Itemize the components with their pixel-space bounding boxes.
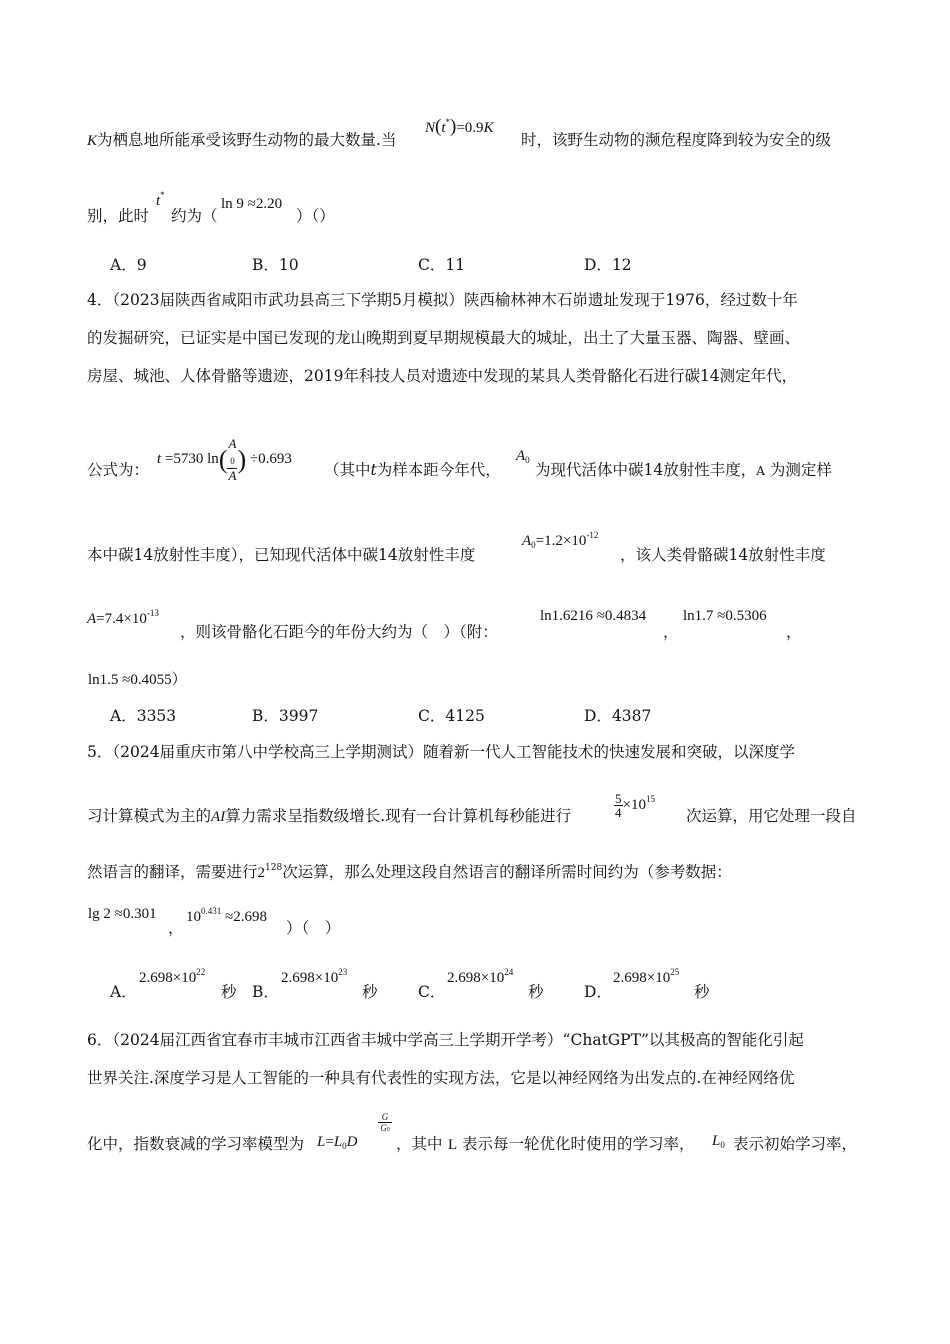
q4-formula: t =5730 ln( A $_0$ A ) ÷0.693	[157, 436, 292, 483]
q4-option-a[interactable]: A．3353	[110, 707, 177, 725]
q4-line5-b: ，该人类骨骼碳14放射性丰度	[620, 546, 826, 564]
q3-line2-c: ）（）	[296, 207, 335, 225]
q5-option-c-label[interactable]: C．	[418, 983, 446, 1001]
q4-line4: （其中t为样本距今年代，	[324, 461, 501, 479]
q3-line2: 别，此时	[87, 207, 150, 225]
q5-option-b-label[interactable]: B．	[252, 983, 279, 1001]
q4-A0-symbol: $A_0$	[516, 448, 530, 465]
q4-option-d[interactable]: D．4387	[584, 707, 652, 725]
q4-formula-label: 公式为：	[87, 461, 150, 479]
q6-line3-b: ，其中	[396, 1135, 443, 1153]
q5-option-c-value[interactable]: $2.698\times 10^{24}$	[447, 967, 514, 986]
q5-option-b-value[interactable]: $2.698\times 10^{23}$	[281, 967, 348, 986]
q4-line3: 房屋、城池、人体骨骼等遗迹，2019年科技人员对遗迹中发现的某具人类骨骼化石进行碳14测定年代，	[87, 367, 798, 385]
q6-line3-d: 表示初始学习率，	[733, 1135, 858, 1153]
q6-exponent: G G0	[378, 1112, 392, 1135]
q6-L-symbol: L	[448, 1137, 458, 1153]
q4-comma2: ，	[786, 623, 802, 641]
q3-condition-formula: N(t*)=0.9K	[425, 116, 494, 137]
q4-given-A: $A=7.4\times 10^{-13}$	[87, 608, 159, 627]
q6-model-formula: $L=L_0D$	[317, 1134, 358, 1151]
q5-option-c-unit: 秒	[528, 983, 544, 1001]
t-star-symbol: t*	[156, 190, 165, 209]
q5-line3: 然语言的翻译，需要进行$2^{128}$次运算，那么处理这段自然语言的翻译所需时间约为（参考数据：	[87, 863, 732, 881]
q4-line4-c: 为现代活体中碳14放射性丰度，A 为测定样	[535, 461, 832, 479]
q4-line6: ，则该骨骼化石距今的年份大约为（ ）（附：	[180, 623, 498, 641]
q4-ref3: ln1.5 ≈0.4055）	[88, 672, 187, 688]
q5-option-a-unit: 秒	[221, 983, 237, 1001]
q5-option-d-value[interactable]: $2.698\times 10^{25}$	[613, 967, 680, 986]
q5-ref-comma: ，	[168, 919, 184, 937]
q5-line2: 习计算模式为主的AI算力需求呈指数级增长.现有一台计算机每秒能进行	[87, 807, 572, 825]
q4-given-A0: $A_0=1.2\times 10^{-12}$	[522, 530, 599, 550]
q5-line1: 5．（2024届重庆市第八中学校高三上学期测试）随着新一代人工智能技术的快速发展和突破，以深度学	[87, 743, 796, 761]
q3-option-b[interactable]: B．10	[252, 256, 299, 274]
q3-option-d[interactable]: D．12	[584, 256, 632, 274]
q4-line5: 本中碳14放射性丰度），已知现代活体中碳14放射性丰度	[87, 546, 476, 564]
q5-ref2: $10^{0.431} \approx 2.698$	[186, 906, 267, 925]
q3-option-a[interactable]: A．9	[110, 256, 147, 274]
q5-rate-formula: $\frac{5}{4}$ $\times 10^{15}$	[615, 791, 655, 820]
q4-ref2: ln1.7 ≈0.5306	[683, 608, 767, 624]
q5-line2-c: 次运算，用它处理一段自	[686, 807, 857, 825]
q5-option-a-value[interactable]: $2.698\times 10^{22}$	[139, 967, 206, 986]
q6-line2: 世界关注.深度学习是人工智能的一种具有代表性的实现方法，它是以神经网络为出发点的.在神经网络优	[87, 1069, 795, 1087]
q6-line3-c: 表示每一轮优化时使用的学习率，	[462, 1135, 695, 1153]
q4-line2: 的发掘研究，已证实是中国已发现的龙山晚期到夏早期规模最大的城址，出土了大量玉器、陶器、壁画、	[87, 329, 801, 347]
q3-option-c[interactable]: C．11	[418, 256, 466, 274]
q3-hint: ln 9 ≈2.20	[221, 196, 283, 212]
q4-comma1: ，	[663, 623, 679, 641]
q3-line1: K为栖息地所能承受该野生动物的最大数量.当	[87, 131, 397, 149]
q5-option-a-label[interactable]: A．	[110, 983, 137, 1001]
q5-option-d-label[interactable]: D．	[584, 983, 612, 1001]
q3-line1-post: 时，该野生动物的濒危程度降到较为安全的级	[521, 131, 832, 149]
q5-option-b-unit: 秒	[362, 983, 378, 1001]
q5-ref-close: ）（ ）	[286, 919, 341, 937]
q4-option-b[interactable]: B．3997	[252, 707, 319, 725]
q4-line1: 4．（2023届陕西省咸阳市武功县高三下学期5月模拟）陕西榆林神木石峁遗址发现于1976，经过数十年	[87, 291, 798, 309]
q5-ref1: lg 2 ≈0.301	[88, 906, 157, 922]
q6-L0-symbol: $L_0$	[712, 1133, 725, 1150]
q4-ref1: ln1.6216 ≈0.4834	[540, 608, 647, 624]
q3-line2-b: 约为（	[171, 207, 218, 225]
q6-line3: 化中，指数衰减的学习率模型为	[87, 1135, 305, 1153]
q4-option-c[interactable]: C．4125	[418, 707, 485, 725]
q5-option-d-unit: 秒	[694, 983, 710, 1001]
q6-line1: 6．（2024届江西省宜春市丰城市江西省丰城中学高三上学期开学考）“ChatGPT”以其极高的智能化引起	[87, 1031, 804, 1049]
